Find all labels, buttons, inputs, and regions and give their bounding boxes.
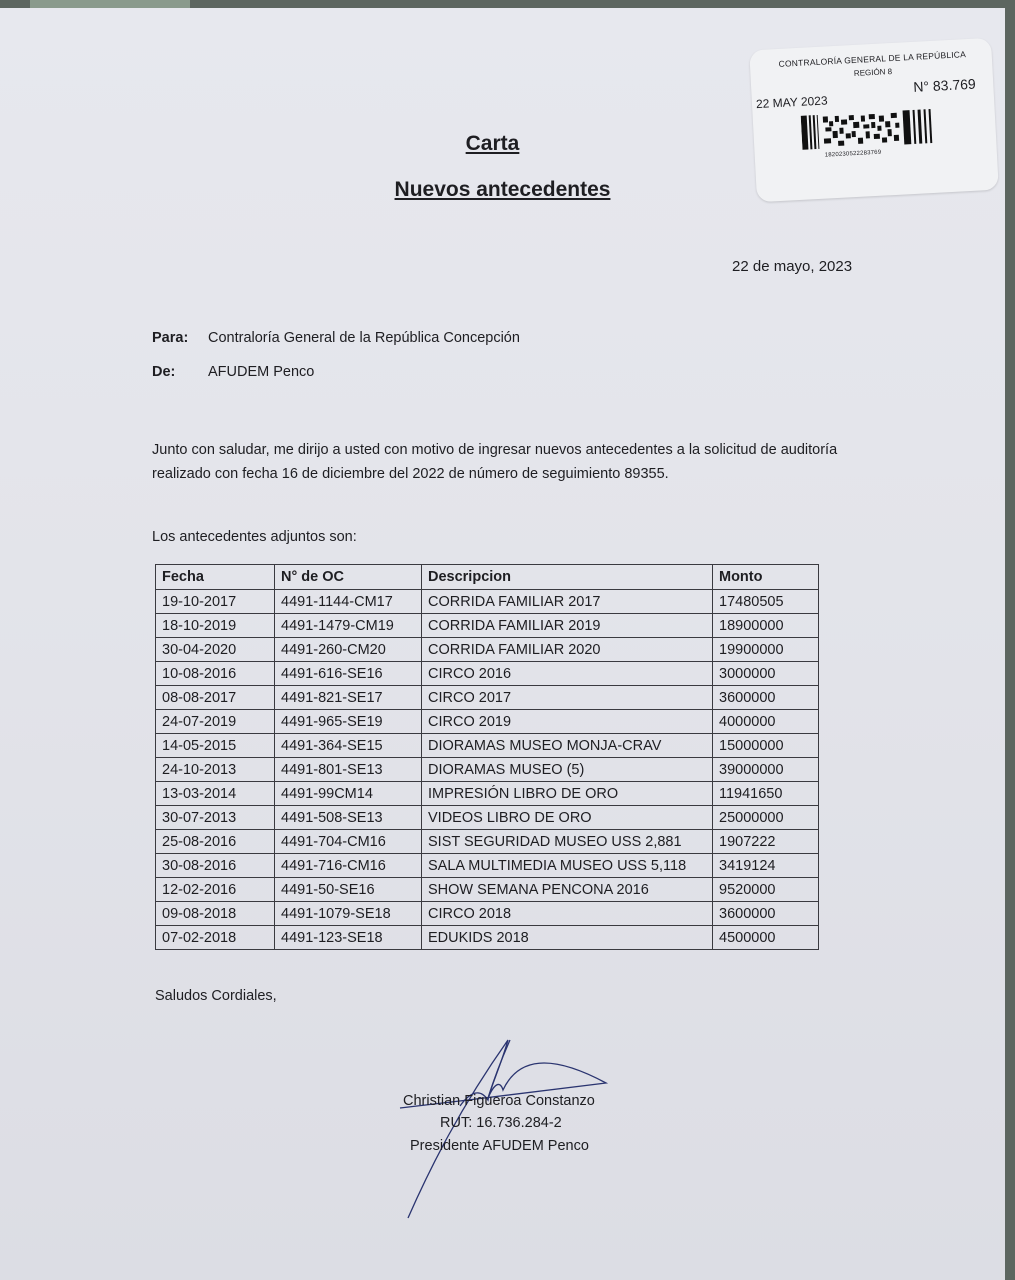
to-label: Para: [152,330,189,346]
from-value: AFUDEM Penco [208,364,315,380]
table-row [156,638,819,662]
table-row [156,590,819,614]
cell-descripcion: EDUKIDS 2018 [422,926,713,950]
cell-descripcion: IMPRESIÓN LIBRO DE ORO [422,782,713,806]
table-row [156,806,819,830]
cell-monto: 3419124 [713,854,819,878]
table-row [156,902,819,926]
cell-monto: 4500000 [713,926,819,950]
cell-oc: 4491-965-SE19 [275,710,422,734]
closing-text: Saludos Cordiales, [155,988,277,1004]
table-row [156,854,819,878]
table-header-row [156,565,819,590]
cell-monto: 9520000 [713,878,819,902]
cell-fecha: 30-08-2016 [156,854,275,878]
attachments-intro: Los antecedentes adjuntos son: [152,529,357,545]
document-subtitle: Nuevos antecedentes [394,178,611,201]
table-row [156,710,819,734]
cell-monto: 15000000 [713,734,819,758]
table-row [156,878,819,902]
cell-oc: 4491-801-SE13 [275,758,422,782]
cell-descripcion: SALA MULTIMEDIA MUSEO USS 5,118 [422,854,713,878]
background-object [30,0,190,8]
cell-fecha: 24-07-2019 [156,710,275,734]
cell-descripcion: CORRIDA FAMILIAR 2017 [422,590,713,614]
cell-monto: 17480505 [713,590,819,614]
cell-oc: 4491-1079-SE18 [275,902,422,926]
header-oc: N° de OC [275,565,422,590]
header-fecha: Fecha [156,565,275,590]
cell-fecha: 13-03-2014 [156,782,275,806]
cell-monto: 3000000 [713,662,819,686]
table-row [156,926,819,950]
stamp-barcode-number: 1820230522283769 [824,149,882,159]
cell-fecha: 30-04-2020 [156,638,275,662]
header-descripcion: Descripcion [422,565,713,590]
cell-oc: 4491-364-SE15 [275,734,422,758]
header-monto: Monto [713,565,819,590]
cell-fecha: 18-10-2019 [156,614,275,638]
to-value: Contraloría General de la República Concepción [208,330,520,346]
cell-monto: 19900000 [713,638,819,662]
cell-oc: 4491-616-SE16 [275,662,422,686]
document-date: 22 de mayo, 2023 [732,258,853,275]
cell-oc: 4491-99CM14 [275,782,422,806]
letter-body: Junto con saludar, me dirijo a usted con motivo de ingresar nuevos antecedentes a la solicitud de auditoría realizado con fecha 16 de diciembre del 2022 de número de seguimiento 89355. [152,442,838,482]
cell-oc: 4491-260-CM20 [275,638,422,662]
letter-page [0,8,1005,1280]
attachments-table [155,564,819,950]
cell-monto: 18900000 [713,614,819,638]
from-label: De: [152,364,176,380]
cell-fecha: 19-10-2017 [156,590,275,614]
cell-oc: 4491-50-SE16 [275,878,422,902]
handwritten-signature [390,1028,620,1238]
cell-monto: 4000000 [713,710,819,734]
stamp-number: N° 83.769 [912,75,977,95]
cell-descripcion: CIRCO 2019 [422,710,713,734]
cell-oc: 4491-1144-CM17 [275,590,422,614]
table-row [156,662,819,686]
table-row [156,758,819,782]
cell-oc: 4491-821-SE17 [275,686,422,710]
cell-oc: 4491-123-SE18 [275,926,422,950]
table-row [156,614,819,638]
cell-monto: 3600000 [713,686,819,710]
table-row [156,686,819,710]
cell-descripcion: DIORAMAS MUSEO MONJA-CRAV [422,734,713,758]
cell-oc: 4491-716-CM16 [275,854,422,878]
cell-fecha: 09-08-2018 [156,902,275,926]
table-row [156,782,819,806]
cell-oc: 4491-704-CM16 [275,830,422,854]
cell-monto: 39000000 [713,758,819,782]
stamp-organization: CONTRALORÍA GENERAL DE LA REPÚBLICA [778,49,967,69]
cell-descripcion: CORRIDA FAMILIAR 2019 [422,614,713,638]
cell-fecha: 10-08-2016 [156,662,275,686]
cell-monto: 3600000 [713,902,819,926]
cell-monto: 11941650 [713,782,819,806]
table-row [156,734,819,758]
cell-descripcion: VIDEOS LIBRO DE ORO [422,806,713,830]
cell-fecha: 07-02-2018 [156,926,275,950]
stamp-date: 22 MAY 2023 [755,93,828,112]
cell-descripcion: CIRCO 2018 [422,902,713,926]
cell-fecha: 25-08-2016 [156,830,275,854]
cell-fecha: 30-07-2013 [156,806,275,830]
cell-monto: 25000000 [713,806,819,830]
signer-role: Presidente AFUDEM Penco [410,1138,589,1154]
cell-fecha: 14-05-2015 [156,734,275,758]
cell-descripcion: SIST SEGURIDAD MUSEO USS 2,881 [422,830,713,854]
table-row [156,830,819,854]
signer-rut: RUT: 16.736.284-2 [440,1115,562,1131]
cell-descripcion: CIRCO 2017 [422,686,713,710]
cell-fecha: 24-10-2013 [156,758,275,782]
cell-descripcion: CIRCO 2016 [422,662,713,686]
document-title: Carta [465,132,520,155]
cell-descripcion: DIORAMAS MUSEO (5) [422,758,713,782]
cell-monto: 1907222 [713,830,819,854]
cell-oc: 4491-1479-CM19 [275,614,422,638]
cell-fecha: 08-08-2017 [156,686,275,710]
cell-descripcion: CORRIDA FAMILIAR 2020 [422,638,713,662]
stamp-region: REGIÓN 8 [853,66,893,78]
signer-name: Christian Figueroa Constanzo [403,1093,595,1109]
cell-oc: 4491-508-SE13 [275,806,422,830]
cell-fecha: 12-02-2016 [156,878,275,902]
cell-descripcion: SHOW SEMANA PENCONA 2016 [422,878,713,902]
